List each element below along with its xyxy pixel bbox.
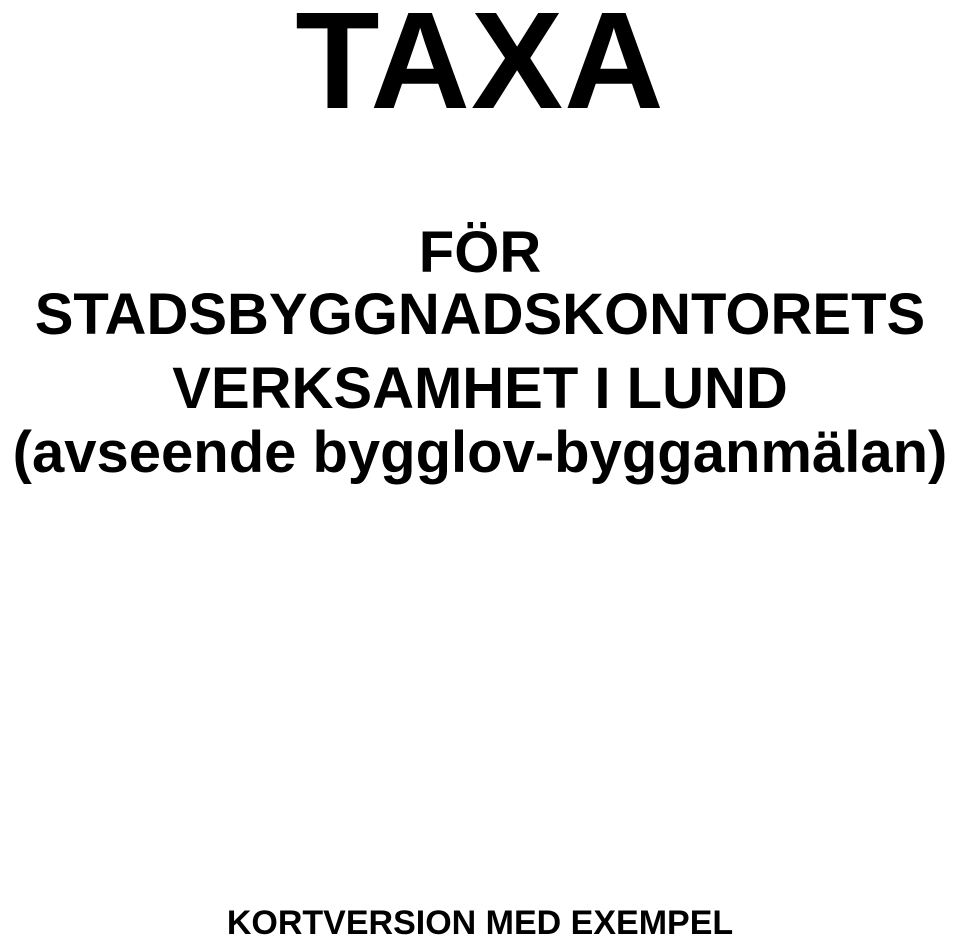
subtitle-line-2: STADSBYGGNADSKONTORETS bbox=[34, 282, 926, 347]
subtitle-line-1: FÖR bbox=[418, 220, 542, 285]
subtitle-line-3: VERKSAMHET I LUND bbox=[172, 356, 788, 421]
document-footer: KORTVERSION MED EXEMPEL bbox=[226, 904, 734, 942]
subtitle-line-4: (avseende bygglov-bygganmälan) bbox=[12, 420, 948, 485]
document-title: TAXA bbox=[295, 0, 665, 138]
